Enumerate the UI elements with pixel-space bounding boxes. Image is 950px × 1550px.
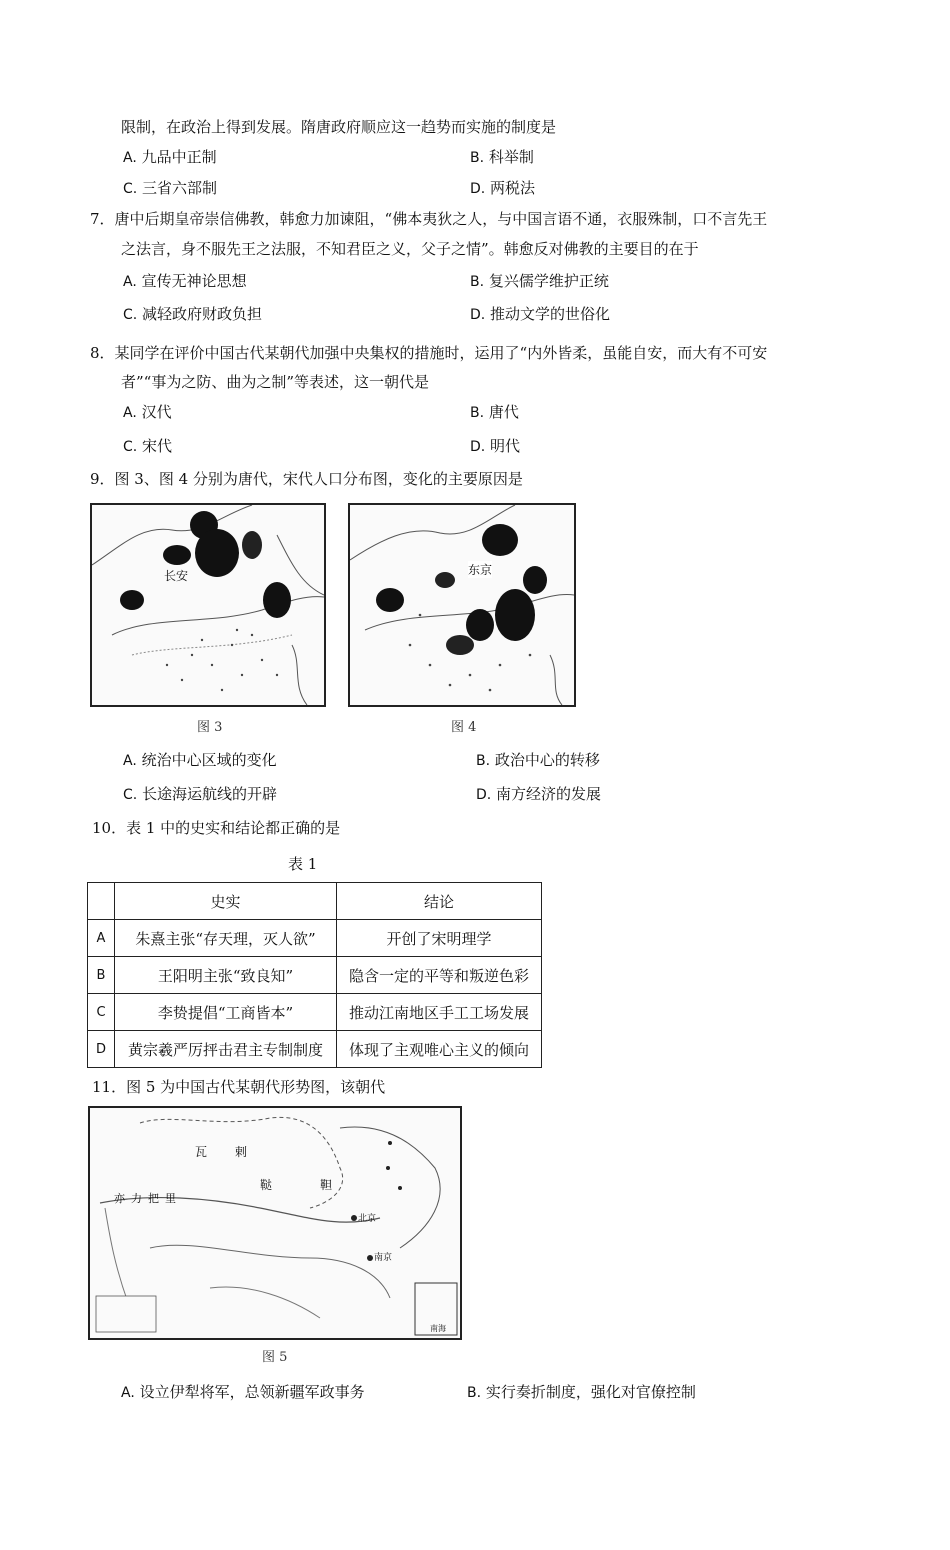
table-header-cell: 结论 [337, 883, 542, 920]
conclusion-cell: 体现了主观唯心主义的倾向 [337, 1031, 542, 1068]
option-letter: A. [121, 1385, 135, 1401]
map-label: 南海 [430, 1324, 446, 1333]
q7-option-a[interactable] [123, 270, 247, 291]
option-letter: A. [123, 753, 137, 769]
map-figure-4-drawing [350, 505, 574, 705]
fact-cell: 王阳明主张“致良知” [115, 957, 337, 994]
q11-stem: 11．图 5 为中国古代某朝代形势图，该朝代 [92, 1078, 386, 1096]
map-label: 靼 [320, 1178, 333, 1192]
option-letter: C. [123, 307, 138, 323]
map-label: 瓦 [195, 1145, 208, 1159]
option-letter: D. [476, 787, 492, 803]
option-text: 汉代 [141, 403, 172, 421]
option-text: 明代 [490, 437, 521, 455]
option-letter: C. [123, 787, 138, 803]
map-figure-3 [90, 503, 326, 707]
table-1-title: 表 1 [288, 855, 318, 873]
q8-stem-line2: 者”“事为之防、曲为之制”等表述，这一朝代是 [121, 373, 430, 391]
map-label: 剌 [235, 1145, 248, 1159]
option-letter: A. [123, 405, 137, 421]
option-letter: D. [470, 181, 486, 197]
map-label: 南京 [374, 1253, 393, 1263]
q8-option-a[interactable] [123, 401, 172, 422]
option-letter: D. [470, 307, 486, 323]
table-header-cell: 史实 [115, 883, 337, 920]
q6-option-a[interactable] [123, 146, 217, 167]
q9-option-d[interactable] [476, 783, 601, 804]
option-text: 复兴儒学维护正统 [488, 272, 609, 290]
conclusion-cell: 推动江南地区手工工场发展 [337, 994, 542, 1031]
option-letter: B. [476, 753, 491, 769]
option-text: 唐代 [488, 403, 519, 421]
option-letter: A. [123, 274, 137, 290]
option-text: 南方经济的发展 [496, 785, 602, 803]
option-letter: B. [470, 150, 485, 166]
option-text: 政治中心的转移 [494, 751, 600, 769]
map-figure-5 [88, 1106, 462, 1340]
option-text: 宣传无神论思想 [141, 272, 247, 290]
option-letter: B. [470, 405, 485, 421]
option-text: 统治中心区域的变化 [141, 751, 277, 769]
option-letter: C. [123, 439, 138, 455]
q7-stem-line2: 之法言，身不服先王之法服，不知君臣之义，父子之情”。韩愈反对佛教的主要目的在于 [121, 240, 699, 258]
map-label: 亦力把里 [114, 1192, 182, 1205]
fact-cell: 李贽提倡“工商皆本” [115, 994, 337, 1031]
map-figure-4-caption: 图 4 [451, 720, 477, 735]
q9-option-a[interactable] [123, 749, 277, 770]
option-letter: B. [467, 1385, 482, 1401]
option-text: 减轻政府财政负担 [142, 305, 263, 323]
option-text: 实行奏折制度，强化对官僚控制 [485, 1383, 696, 1401]
map-figure-3-drawing [92, 505, 324, 705]
table-1 [87, 882, 542, 1068]
map-label-dongjing: 东京 [468, 563, 493, 577]
table-row[interactable] [88, 994, 542, 1031]
map-figure-4 [348, 503, 576, 707]
map-label-changan: 长安 [164, 569, 189, 583]
q9-option-b[interactable] [476, 749, 600, 770]
q9-option-c[interactable] [123, 783, 277, 804]
q6-option-b[interactable] [470, 146, 534, 167]
q7-option-b[interactable] [470, 270, 609, 291]
table-header-cell [88, 883, 115, 920]
q7-stem-line1: 7．唐中后期皇帝崇信佛教，韩愈力加谏阻，“佛本夷狄之人，与中国言语不通，衣服殊制，口不言先王 [90, 210, 768, 228]
row-label: D [88, 1031, 115, 1068]
map-label: 鞑 [260, 1178, 273, 1192]
option-text: 长途海运航线的开辟 [142, 785, 278, 803]
option-letter: D. [470, 439, 486, 455]
row-label: A [88, 920, 115, 957]
row-label: C [88, 994, 115, 1031]
table-row[interactable] [88, 920, 542, 957]
q8-option-b[interactable] [470, 401, 519, 422]
option-text: 宋代 [142, 437, 173, 455]
q6-option-c[interactable] [123, 177, 217, 198]
map-figure-5-drawing [90, 1108, 460, 1338]
q11-option-a[interactable] [121, 1381, 365, 1402]
table-header-row [88, 883, 542, 920]
table-row[interactable] [88, 1031, 542, 1068]
option-text: 九品中正制 [141, 148, 217, 166]
map-label: 北京 [358, 1214, 377, 1224]
q7-option-d[interactable] [470, 303, 610, 324]
option-letter: A. [123, 150, 137, 166]
table-row[interactable] [88, 957, 542, 994]
option-text: 三省六部制 [142, 179, 218, 197]
fact-cell: 黄宗羲严厉抨击君主专制制度 [115, 1031, 337, 1068]
q8-option-c[interactable] [123, 435, 172, 456]
q10-stem: 10．表 1 中的史实和结论都正确的是 [92, 819, 341, 837]
conclusion-cell: 开创了宋明理学 [337, 920, 542, 957]
q6-continuation: 限制，在政治上得到发展。隋唐政府顺应这一趋势而实施的制度是 [121, 118, 557, 136]
q6-option-d[interactable] [470, 177, 535, 198]
option-text: 推动文学的世俗化 [490, 305, 611, 323]
map-figure-5-caption: 图 5 [262, 1350, 288, 1365]
option-letter: B. [470, 274, 485, 290]
option-text: 科举制 [488, 148, 534, 166]
q11-option-b[interactable] [467, 1381, 696, 1402]
conclusion-cell: 隐含一定的平等和叛逆色彩 [337, 957, 542, 994]
q9-stem: 9．图 3、图 4 分别为唐代，宋代人口分布图，变化的主要原因是 [90, 470, 523, 488]
q8-stem-line1: 8．某同学在评价中国古代某朝代加强中央集权的措施时，运用了“内外皆柔，虽能自安，而大有不可安 [90, 344, 768, 362]
option-letter: C. [123, 181, 138, 197]
fact-cell: 朱熹主张“存天理，灭人欲” [115, 920, 337, 957]
option-text: 两税法 [490, 179, 536, 197]
row-label: B [88, 957, 115, 994]
map-figure-3-caption: 图 3 [197, 720, 223, 735]
q7-option-c[interactable] [123, 303, 262, 324]
option-text: 设立伊犁将军，总领新疆军政事务 [139, 1383, 365, 1401]
q8-option-d[interactable] [470, 435, 520, 456]
